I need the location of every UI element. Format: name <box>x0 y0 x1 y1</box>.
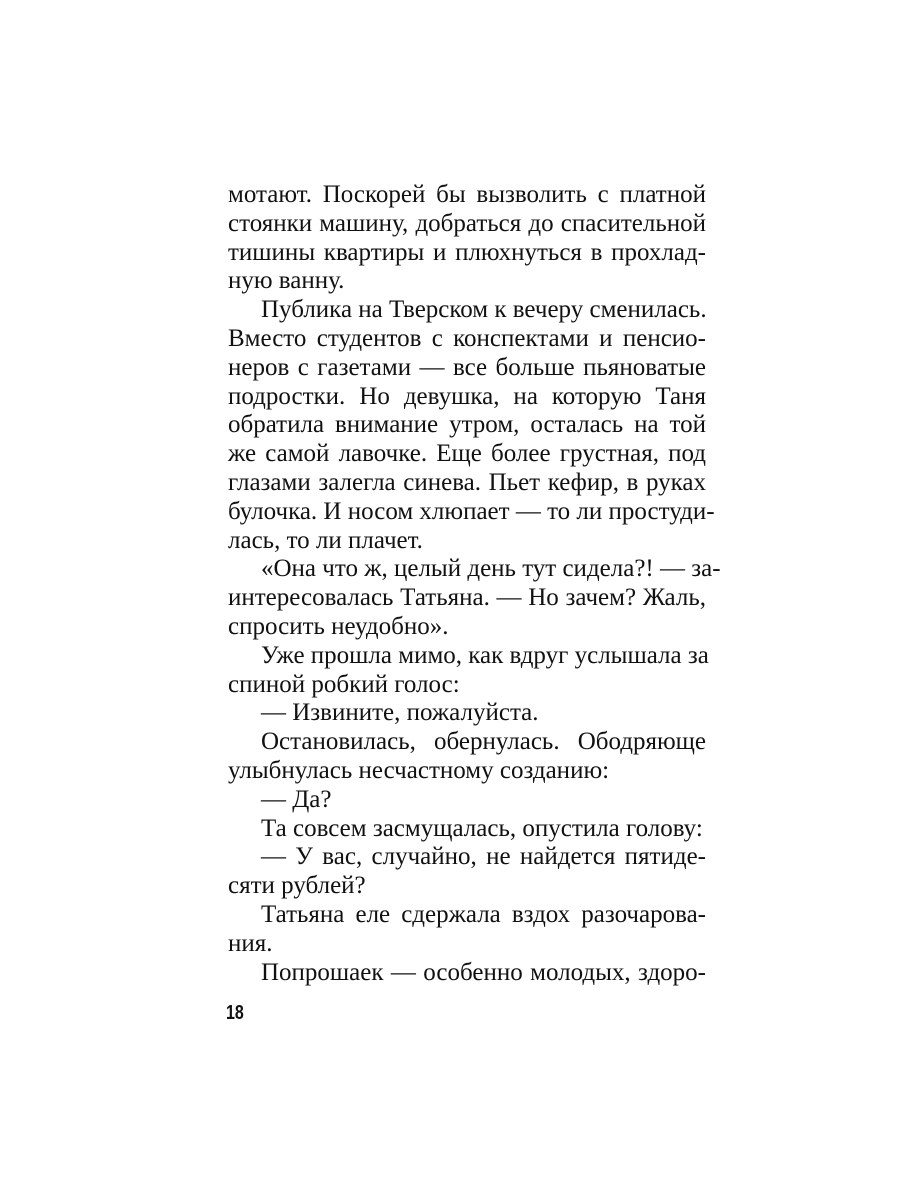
text-line: глазами залегла синева. Пьет кефир, в руках <box>228 468 706 496</box>
text-line: спиной робкий голос: <box>228 670 460 698</box>
text-line: сяти рублей? <box>228 872 366 900</box>
text-line: тишины квартиры и плюхнуться в прохлад- <box>228 238 706 266</box>
text-line: интересовалась Татьяна. — Но зачем? Жаль, <box>228 584 706 612</box>
text-line: Публика на Тверском к вечеру сменилась. <box>261 296 707 324</box>
text-line: Остановилась, обернулась. Ободряюще <box>261 728 706 756</box>
text-line: обратила внимание утром, осталась на той <box>228 411 706 439</box>
text-line: Попрошаек — особенно молодых, здоро- <box>261 958 706 986</box>
text-line: Татьяна еле сдержала вздох разочарова- <box>261 900 706 928</box>
text-line: — Да? <box>261 785 332 813</box>
text-line: улыбнулась несчастному созданию: <box>228 756 610 784</box>
text-line: неров с газетами — все больше пьяноватые <box>228 353 706 381</box>
text-line: ную ванну. <box>228 267 345 295</box>
page-number: 18 <box>226 1002 244 1024</box>
text-line: — У вас, случайно, не найдется пятиде- <box>261 843 706 871</box>
text-line: спросить неудобно». <box>228 612 449 640</box>
body-text <box>228 181 721 987</box>
text-line: стоянки машину, добраться до спасительной <box>228 209 706 237</box>
text-line: же самой лавочке. Еще более грустная, под <box>228 440 706 468</box>
text-line: Та совсем засмущалась, опустила голову: <box>261 814 703 842</box>
text-line: Уже прошла мимо, как вдруг услышала за <box>261 641 709 669</box>
text-line: подростки. Но девушка, на которую Таня <box>228 382 706 410</box>
text-line: лась, то ли плачет. <box>228 526 423 554</box>
text-line: Вместо студентов с конспектами и пенсио- <box>228 324 706 352</box>
text-line: — Извините, пожалуйста. <box>261 699 539 727</box>
text-line: булочка. И носом хлюпает — то ли простуди- <box>228 497 715 525</box>
text-line: ния. <box>228 929 273 957</box>
text-line: мотают. Поскорей бы вызволить с платной <box>228 181 706 208</box>
text-line: «Она что ж, целый день тут сидела?! — за- <box>261 555 721 583</box>
